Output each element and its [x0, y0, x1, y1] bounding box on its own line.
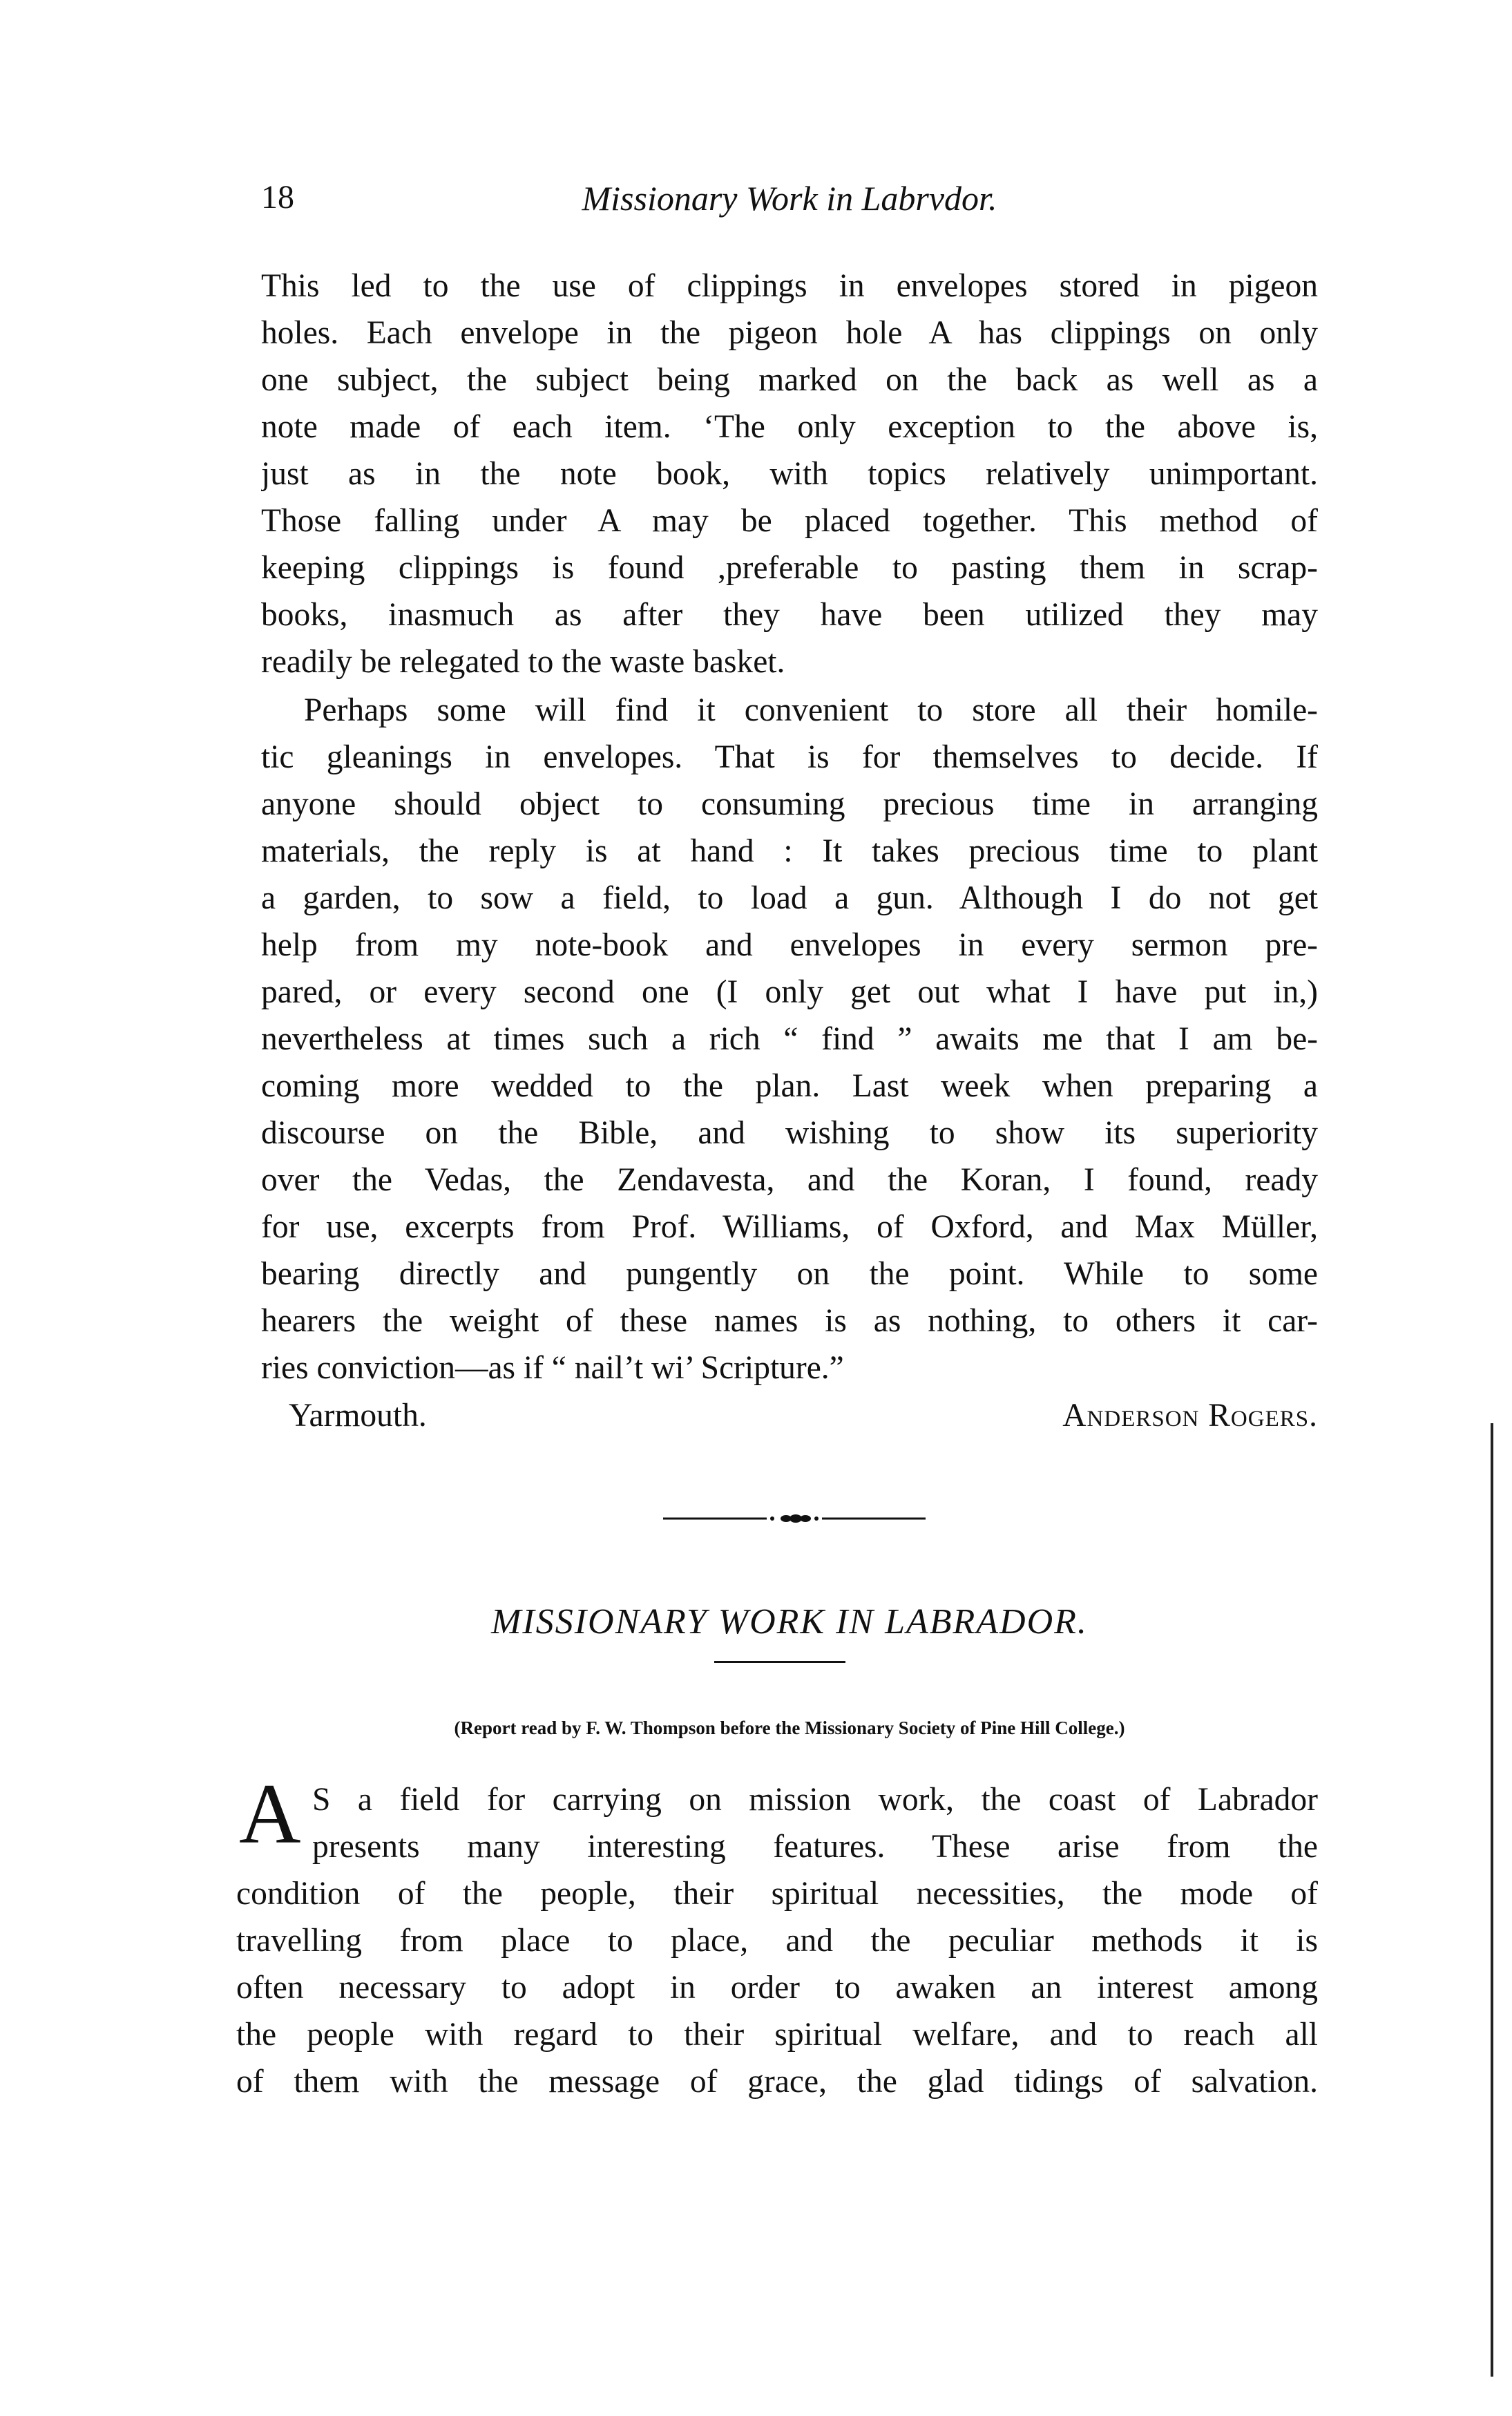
section-divider-ornament: [663, 1510, 926, 1527]
text-line: tic gleanings in envelopes. That is for themselves to decide. If: [261, 739, 1318, 775]
text-line: pared, or every second one (I only get out what I have put in,): [261, 974, 1318, 1010]
text-line: travelling from place to place, and the peculiar methods it is: [236, 1923, 1318, 1959]
text-line: over the Vedas, the Zendavesta, and the Koran, I found, ready: [261, 1162, 1318, 1198]
text-line: materials, the reply is at hand : It takes precious time to plant: [261, 833, 1318, 869]
page-edge-line: [1491, 1423, 1493, 2377]
running-title: Missionary Work in Labrvdor.: [582, 179, 997, 218]
text-line: Perhaps some will find it convenient to store all their homile-: [304, 692, 1318, 728]
paragraph-labrador: [236, 1776, 1318, 2105]
text-line: help from my note-book and envelopes in every sermon pre-: [261, 927, 1318, 963]
signature-author: Anderson Rogers.: [1062, 1398, 1318, 1434]
text-line: S a field for carrying on mission work, the coast of Labrador: [312, 1782, 1318, 1818]
text-line: just as in the note book, with topics relatively unimportant.: [261, 456, 1318, 492]
text-line: presents many interesting features. These arise from the: [312, 1829, 1318, 1865]
text-line: holes. Each envelope in the pigeon hole A has clippings on only: [261, 315, 1318, 351]
text-line: often necessary to adopt in order to awaken an interest among: [236, 1970, 1318, 2006]
text-line: for use, excerpts from Prof. Williams, of Oxford, and Max Müller,: [261, 1209, 1318, 1245]
text-line: discourse on the Bible, and wishing to show its superiority: [261, 1115, 1318, 1151]
text-line: nevertheless at times such a rich “ find ” awaits me that I am be-: [261, 1021, 1318, 1057]
paragraph-clippings: [261, 263, 1318, 685]
signature-place: Yarmouth.: [289, 1398, 427, 1434]
signature-row: [261, 1392, 1318, 1439]
page-header: [261, 178, 1318, 234]
text-line: hearers the weight of these names is as nothing, to others it car-: [261, 1303, 1318, 1339]
text-line: one subject, the subject being marked on the back as well as a: [261, 362, 1318, 398]
paragraph-gleanings: [261, 687, 1318, 1391]
text-line: keeping clippings is found ,preferable to pasting them in scrap-: [261, 550, 1318, 586]
text-line: This led to the use of clippings in envelopes stored in pigeon: [261, 268, 1318, 304]
section-title: MISSIONARY WORK IN LABRADOR.: [491, 1602, 1088, 1642]
report-note: (Report read by F. W. Thompson before the Missionary Society of Pine Hill College.): [454, 1718, 1125, 1738]
drop-cap: A: [239, 1767, 301, 1861]
page-number: 18: [261, 179, 294, 216]
text-line: anyone should object to consuming precious time in arranging: [261, 786, 1318, 822]
text-line: a garden, to sow a field, to load a gun. Although I do not get: [261, 880, 1318, 916]
text-line: ries conviction—as if “ nail’t wi’ Scripture.”: [261, 1350, 844, 1386]
text-line: bearing directly and pungently on the point. While to some: [261, 1256, 1318, 1292]
text-line: the people with regard to their spiritual welfare, and to reach all: [236, 2017, 1318, 2053]
text-line: books, inasmuch as after they have been utilized they may: [261, 597, 1318, 633]
text-line: of them with the message of grace, the glad tidings of salvation.: [236, 2064, 1318, 2100]
text-line: note made of each item. ‘The only exception to the above is,: [261, 409, 1318, 445]
text-line: readily be relegated to the waste basket.: [261, 644, 785, 680]
text-line: coming more wedded to the plan. Last week when preparing a: [261, 1068, 1318, 1104]
text-line: Those falling under A may be placed together. This method of: [261, 503, 1318, 539]
text-line: condition of the people, their spiritual necessities, the mode of: [236, 1876, 1318, 1912]
title-underline: [714, 1661, 845, 1663]
